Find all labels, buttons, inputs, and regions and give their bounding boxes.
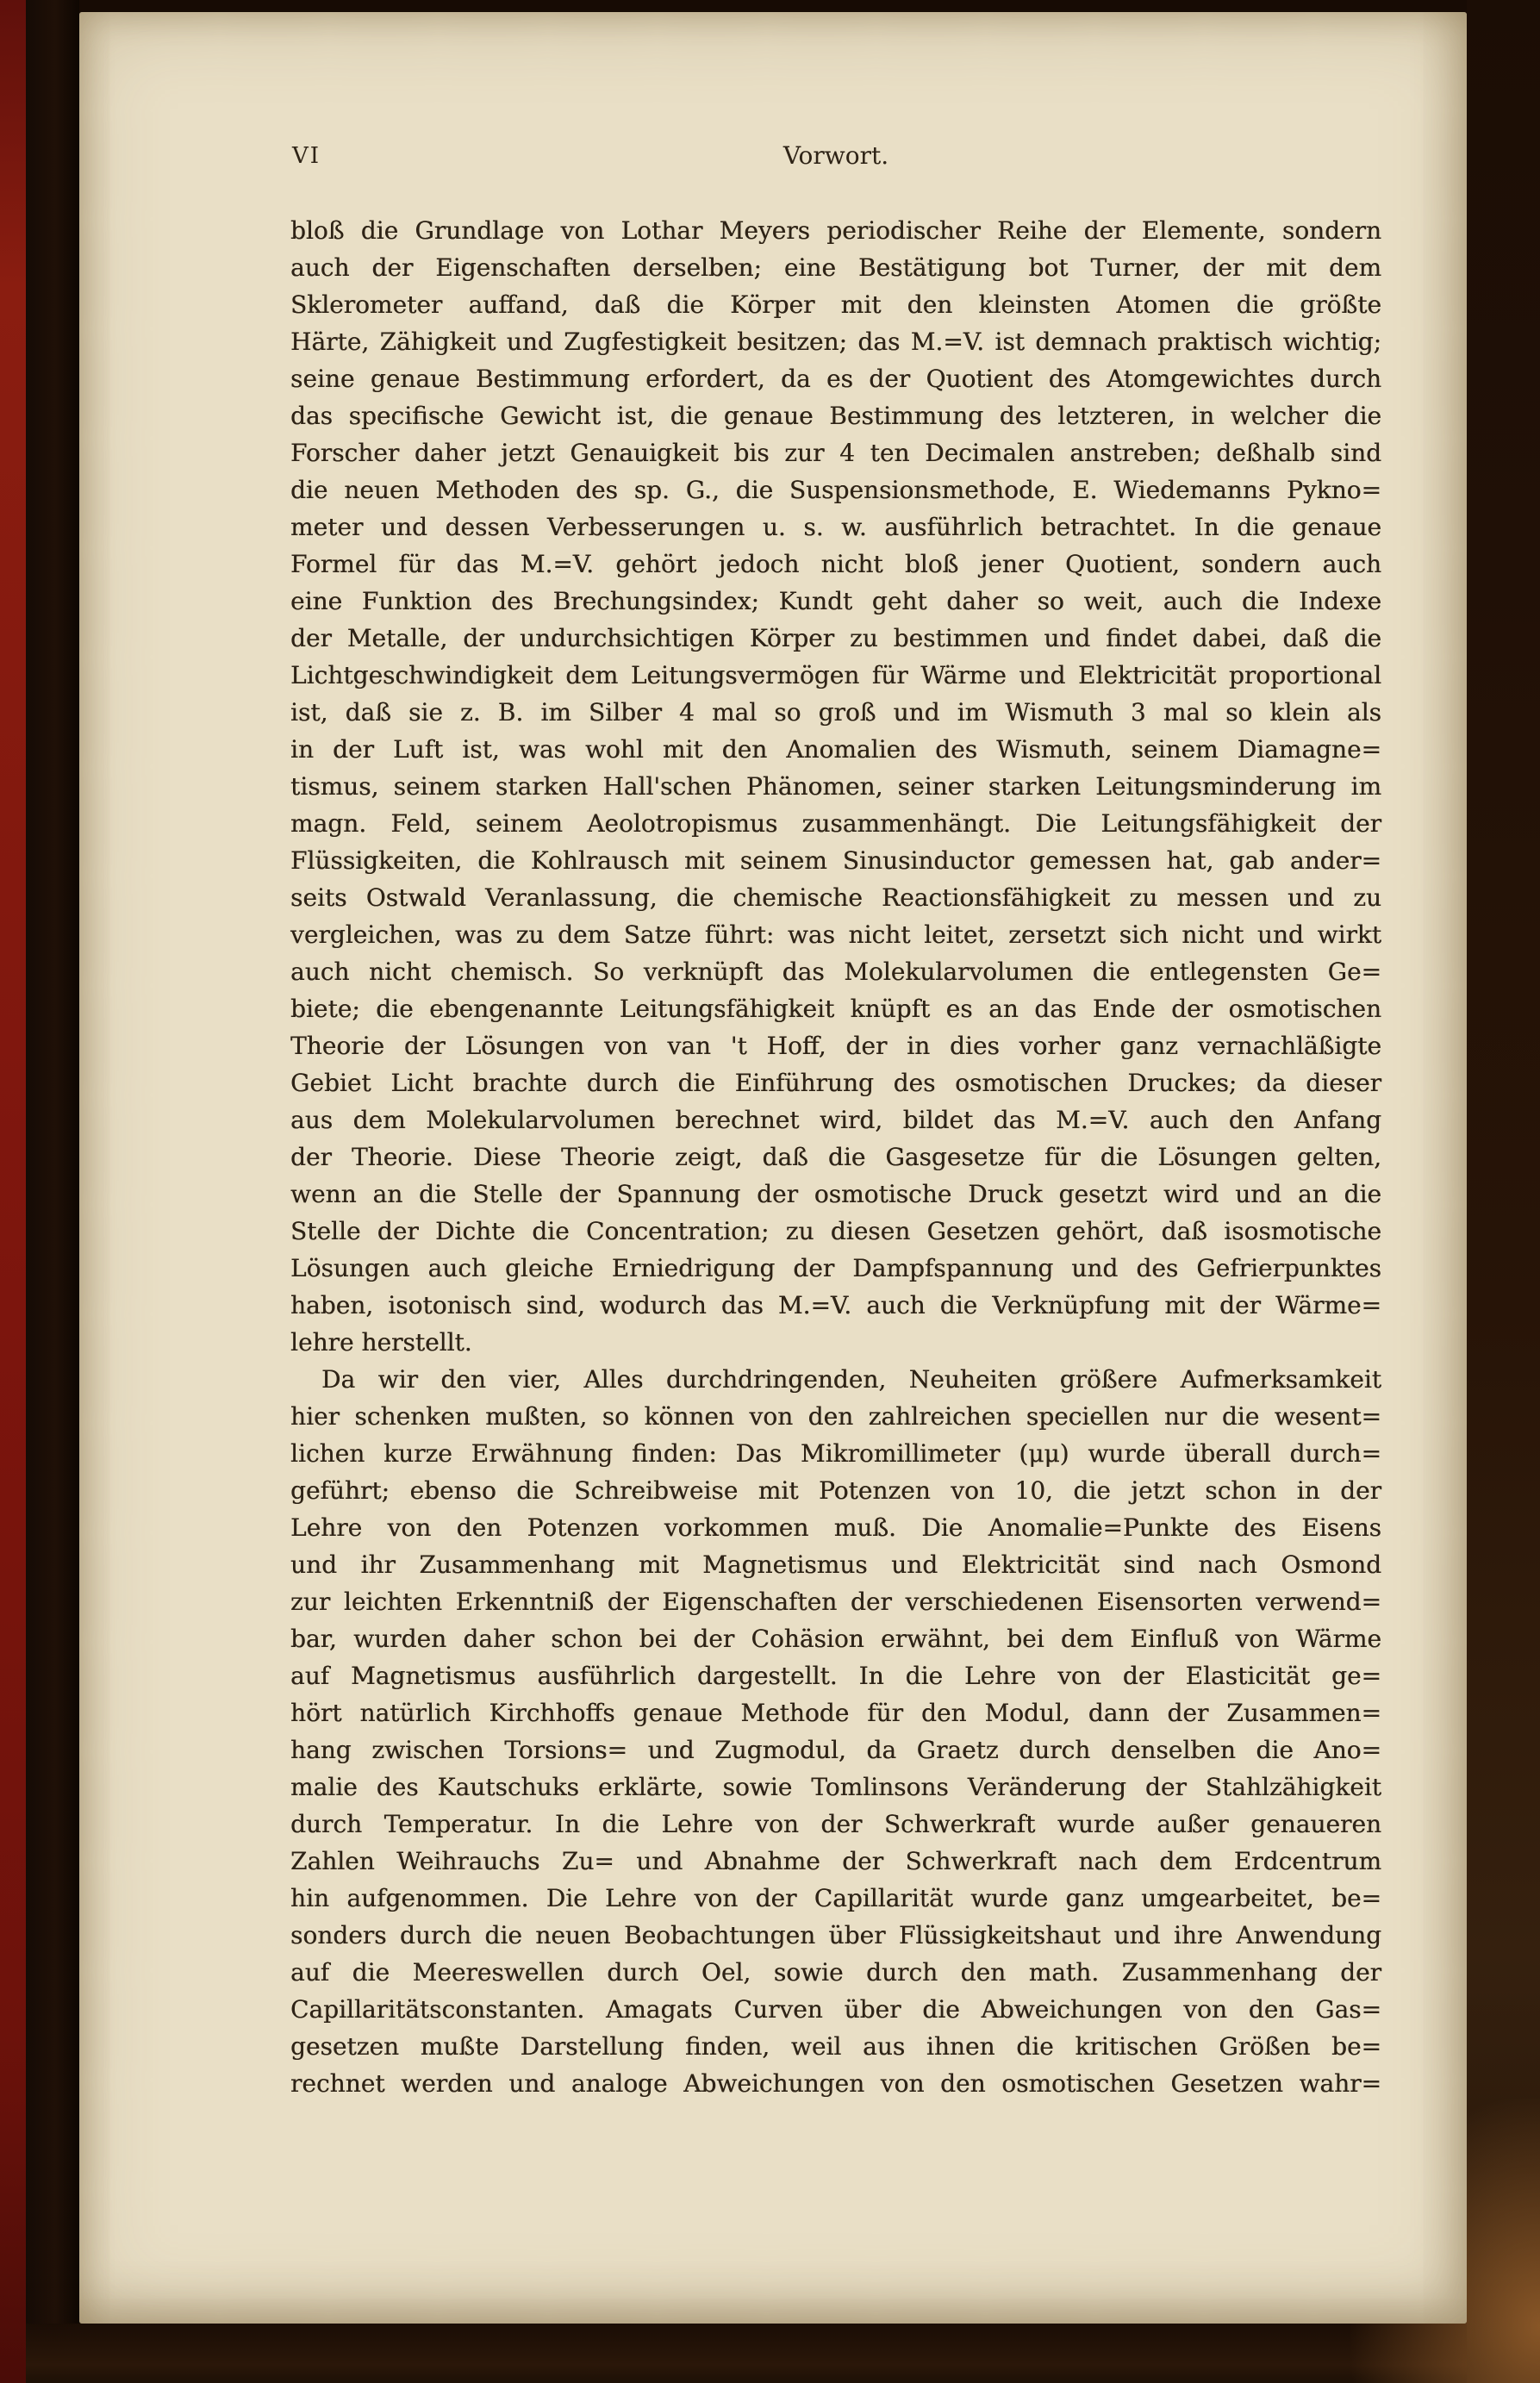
text-line: Da wir den vier, Alles durchdringenden, Neuheiten größere Aufmerksamkeit <box>321 1365 1381 1394</box>
text-line: biete; die ebengenannte Leitungsfähigkeit knüpft es an das Ende der osmotischen <box>290 995 1381 1023</box>
text-line: der Theorie. Diese Theorie zeigt, daß die Gasgesetze für die Lösungen gelten, <box>290 1143 1381 1171</box>
text-line: meter und dessen Verbesserungen u. s. w. ausführlich betrachtet. In die genaue <box>290 513 1381 541</box>
text-line: hört natürlich Kirchhoffs genaue Methode für den Modul, dann der Zusammen= <box>290 1699 1381 1727</box>
text-line: der Metalle, der undurchsichtigen Körper zu bestimmen und findet dabei, daß die <box>290 624 1381 652</box>
text-line: seine genaue Bestimmung erfordert, da es der Quotient des Atomgewichtes durch <box>290 365 1381 393</box>
text-line: Capillaritätsconstanten. Amagats Curven über die Abweichungen von den Gas= <box>290 1995 1381 2024</box>
text-line: auf die Meereswellen durch Oel, sowie durch den math. Zusammenhang der <box>290 1958 1381 1987</box>
text-line: das specifische Gewicht ist, die genaue Bestimmung des letzteren, in welcher die <box>290 402 1381 430</box>
text-line: auch der Eigenschaften derselben; eine Bestätigung bot Turner, der mit dem <box>290 253 1381 282</box>
body-text <box>290 212 1381 2102</box>
text-line: auch nicht chemisch. So verknüpft das Molekularvolumen die entlegensten Ge= <box>290 958 1381 986</box>
text-line: eine Funktion des Brechungsindex; Kundt geht daher so weit, auch die Indexe <box>290 587 1381 615</box>
text-line: zur leichten Erkenntniß der Eigenschaften der verschiedenen Eisensorten verwend= <box>290 1588 1381 1616</box>
text-line: Formel für das M.=V. gehört jedoch nicht bloß jener Quotient, sondern auch <box>290 550 1381 578</box>
text-line: Theorie der Lösungen von van 't Hoff, der in dies vorher ganz vernachläßigte <box>290 1032 1381 1060</box>
text-line: wenn an die Stelle der Spannung der osmotische Druck gesetzt wird und an die <box>290 1180 1381 1208</box>
paragraph <box>290 1361 1381 2102</box>
text-line: ist, daß sie z. B. im Silber 4 mal so groß und im Wismuth 3 mal so klein als <box>290 698 1381 727</box>
page-header <box>290 141 1381 178</box>
text-line: hang zwischen Torsions= und Zugmodul, da Graetz durch denselben die Ano= <box>290 1736 1381 1764</box>
text-line: Sklerometer auffand, daß die Körper mit den kleinsten Atomen die größte <box>290 290 1381 319</box>
text-line: Flüssigkeiten, die Kohlrausch mit seinem Sinusinductor gemessen hat, gab ander= <box>290 846 1381 875</box>
text-line: Zahlen Weihrauchs Zu= und Abnahme der Schwerkraft nach dem Erdcentrum <box>290 1847 1381 1875</box>
text-line: lehre herstellt. <box>290 1328 472 1357</box>
text-line: hier schenken mußten, so können von den zahlreichen speciellen nur die wesent= <box>290 1402 1381 1431</box>
text-line: bloß die Grundlage von Lothar Meyers periodischer Reihe der Elemente, sondern <box>290 216 1381 245</box>
page-content <box>290 141 1381 2102</box>
text-line: haben, isotonisch sind, wodurch das M.=V. auch die Verknüpfung mit der Wärme= <box>290 1291 1381 1319</box>
running-title: Vorwort. <box>782 141 889 170</box>
text-line: gesetzen mußte Darstellung finden, weil aus ihnen die kritischen Größen be= <box>290 2032 1381 2061</box>
text-line: Gebiet Licht brachte durch die Einführung des osmotischen Druckes; da dieser <box>290 1069 1381 1097</box>
text-line: bar, wurden daher schon bei der Cohäsion erwähnt, bei dem Einfluß von Wärme <box>290 1625 1381 1653</box>
text-line: Härte, Zähigkeit und Zugfestigkeit besitzen; das M.=V. ist demnach praktisch wichtig; <box>290 328 1381 356</box>
text-line: seits Ostwald Veranlassung, die chemische Reactionsfähigkeit zu messen und zu <box>290 883 1381 912</box>
text-line: die neuen Methoden des sp. G., die Suspensionsmethode, E. Wiedemanns Pykno= <box>290 476 1381 504</box>
bottom-page-edge-shadow <box>26 2324 1467 2383</box>
text-line: vergleichen, was zu dem Satze führt: was nicht leitet, zersetzt sich nicht und wirkt <box>290 920 1381 949</box>
paragraph <box>290 212 1381 1361</box>
gutter-shadow <box>26 0 79 2383</box>
text-line: Lehre von den Potenzen vorkommen muß. Die Anomalie=Punkte des Eisens <box>290 1513 1381 1542</box>
page-number: VI <box>292 143 321 169</box>
text-line: Lösungen auch gleiche Erniedrigung der Dampfspannung und des Gefrierpunktes <box>290 1254 1381 1282</box>
book-page <box>79 12 1467 2324</box>
right-page-edge-shadow <box>1467 0 1540 2383</box>
text-line: Stelle der Dichte die Concentration; zu diesen Gesetzen gehört, daß isosmotische <box>290 1217 1381 1245</box>
text-line: malie des Kautschuks erklärte, sowie Tomlinsons Veränderung der Stahlzähigkeit <box>290 1773 1381 1801</box>
text-line: sonders durch die neuen Beobachtungen über Flüssigkeitshaut und ihre Anwendung <box>290 1921 1381 1949</box>
book-spine-red-edge <box>0 0 26 2383</box>
text-line: aus dem Molekularvolumen berechnet wird, bildet das M.=V. auch den Anfang <box>290 1106 1381 1134</box>
text-line: durch Temperatur. In die Lehre von der Schwerkraft wurde außer genaueren <box>290 1810 1381 1838</box>
text-line: in der Luft ist, was wohl mit den Anomalien des Wismuth, seinem Diamagne= <box>290 735 1381 764</box>
text-line: auf Magnetismus ausführlich dargestellt. In die Lehre von der Elasticität ge= <box>290 1662 1381 1690</box>
text-line: geführt; ebenso die Schreibweise mit Potenzen von 10, die jetzt schon in der <box>290 1476 1381 1505</box>
text-line: und ihr Zusammenhang mit Magnetismus und Elektricität sind nach Osmond <box>290 1550 1381 1579</box>
text-line: Forscher daher jetzt Genauigkeit bis zur 4 ten Decimalen anstreben; deßhalb sind <box>290 439 1381 467</box>
text-line: Lichtgeschwindigkeit dem Leitungsvermögen für Wärme und Elektricität proportional <box>290 661 1381 689</box>
text-line: magn. Feld, seinem Aeolotropismus zusammenhängt. Die Leitungsfähigkeit der <box>290 809 1381 838</box>
text-line: hin aufgenommen. Die Lehre von der Capillarität wurde ganz umgearbeitet, be= <box>290 1884 1381 1912</box>
text-line: rechnet werden und analoge Abweichungen von den osmotischen Gesetzen wahr= <box>290 2069 1381 2098</box>
text-line: lichen kurze Erwähnung finden: Das Mikromillimeter (μμ) wurde überall durch= <box>290 1439 1381 1468</box>
text-line: tismus, seinem starken Hall'schen Phänomen, seiner starken Leitungsminderung im <box>290 772 1381 801</box>
